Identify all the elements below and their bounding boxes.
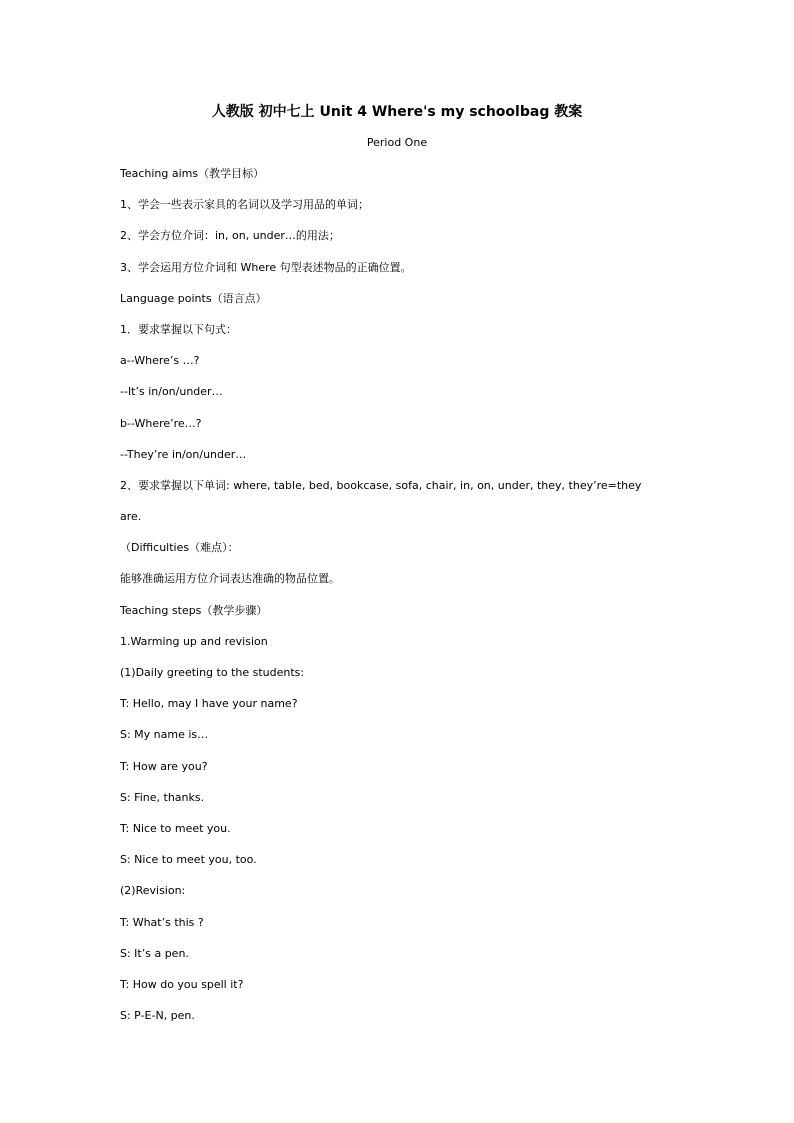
dialogue-line: S: My name is… <box>120 728 209 742</box>
page-subtitle: Period One <box>366 136 428 149</box>
step-subheading-revision: (2)Revision: <box>120 884 186 898</box>
dialogue-line: S: It’s a pen. <box>120 946 189 960</box>
dialogue-line: T: Hello, may I have your name? <box>120 697 298 711</box>
dialogue-line: S: P-E-N, pen. <box>120 1009 195 1023</box>
section-heading-teaching-steps: Teaching steps（教学步骤） <box>120 603 268 617</box>
sentence-pattern-b-answer: --They’re in/on/under… <box>120 447 247 461</box>
difficulty-item: 能够准确运用方位介词表达准确的物品位置。 <box>120 572 340 586</box>
dialogue-line: T: How are you? <box>120 759 208 773</box>
page-title: 人教版 初中七上 Unit 4 Where's my schoolbag 教案 <box>211 104 583 120</box>
sentence-pattern-a-question: a--Where’s …? <box>120 354 200 368</box>
language-point-1: 1．要求掌握以下句式： <box>120 322 237 336</box>
aim-item-2: 2、学会方位介词：in, on, under…的用法； <box>120 229 340 243</box>
sentence-pattern-a-answer: --It’s in/on/under… <box>120 385 223 399</box>
language-point-2: 2、要求掌握以下单词: where, table, bed, bookcase, sofa, chair, in, on, under, they, they’re=they <box>120 478 642 492</box>
sentence-pattern-b-question: b--Where’re…? <box>120 416 202 430</box>
dialogue-line: T: What’s this ? <box>120 915 204 929</box>
dialogue-line: S: Fine, thanks. <box>120 790 205 804</box>
step-subheading-greeting: (1)Daily greeting to the students: <box>120 666 305 679</box>
language-point-2-continued: are. <box>120 510 142 524</box>
step-heading-warming-up: 1.Warming up and revision <box>120 634 268 648</box>
aim-item-1: 1、学会一些表示家具的名词以及学习用品的单词； <box>120 198 369 212</box>
dialogue-line: S: Nice to meet you, too. <box>120 853 257 867</box>
document-body <box>120 164 680 1037</box>
section-heading-language-points: Language points（语言点） <box>120 291 267 305</box>
aim-item-3: 3、学会运用方位介词和 Where 句型表述物品的正确位置。 <box>120 260 412 274</box>
dialogue-line: T: How do you spell it? <box>120 977 244 991</box>
section-heading-difficulties: （Difficulties（难点）： <box>120 541 239 555</box>
dialogue-line: T: Nice to meet you. <box>120 821 231 835</box>
section-heading-teaching-aims: Teaching aims（教学目标） <box>120 167 265 180</box>
